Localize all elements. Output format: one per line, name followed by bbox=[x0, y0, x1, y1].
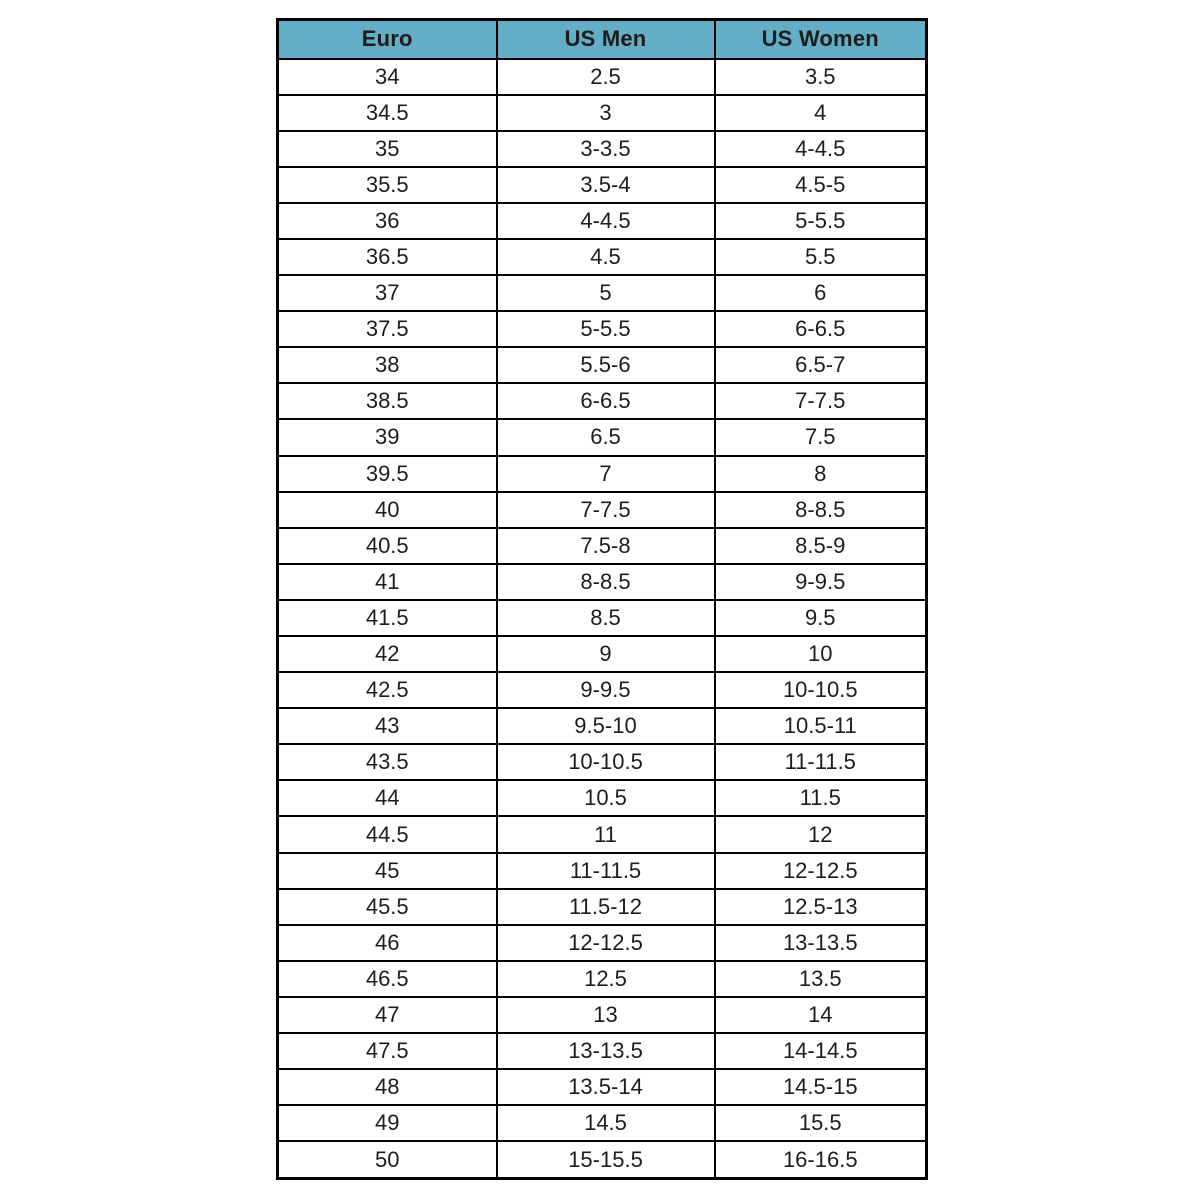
table-cell: 13.5 bbox=[715, 961, 927, 997]
table-cell: 42.5 bbox=[278, 672, 497, 708]
table-cell: 13.5-14 bbox=[497, 1069, 715, 1105]
table-cell: 8.5 bbox=[497, 600, 715, 636]
table-cell: 44.5 bbox=[278, 816, 497, 852]
table-row bbox=[278, 1033, 927, 1069]
table-cell: 11-11.5 bbox=[497, 853, 715, 889]
table-cell: 12-12.5 bbox=[497, 925, 715, 961]
table-row bbox=[278, 889, 927, 925]
table-cell: 10-10.5 bbox=[715, 672, 927, 708]
table-cell: 48 bbox=[278, 1069, 497, 1105]
table-cell: 47 bbox=[278, 997, 497, 1033]
table-cell: 4.5 bbox=[497, 239, 715, 275]
table-cell: 14-14.5 bbox=[715, 1033, 927, 1069]
table-cell: 3-3.5 bbox=[497, 131, 715, 167]
table-cell: 14 bbox=[715, 997, 927, 1033]
size-chart-container bbox=[276, 18, 928, 1180]
table-cell: 34 bbox=[278, 59, 497, 95]
table-cell: 11.5-12 bbox=[497, 889, 715, 925]
table-row bbox=[278, 528, 927, 564]
table-cell: 13 bbox=[497, 997, 715, 1033]
table-cell: 3.5-4 bbox=[497, 167, 715, 203]
table-cell: 14.5-15 bbox=[715, 1069, 927, 1105]
table-cell: 13-13.5 bbox=[497, 1033, 715, 1069]
table-row bbox=[278, 564, 927, 600]
table-cell: 7-7.5 bbox=[497, 492, 715, 528]
table-cell: 15-15.5 bbox=[497, 1141, 715, 1178]
header-row bbox=[278, 20, 927, 59]
table-cell: 41.5 bbox=[278, 600, 497, 636]
table-cell: 4 bbox=[715, 95, 927, 131]
table-cell: 5 bbox=[497, 275, 715, 311]
table-row bbox=[278, 997, 927, 1033]
table-cell: 47.5 bbox=[278, 1033, 497, 1069]
table-cell: 9-9.5 bbox=[715, 564, 927, 600]
table-cell: 35 bbox=[278, 131, 497, 167]
table-cell: 3 bbox=[497, 95, 715, 131]
table-cell: 11 bbox=[497, 816, 715, 852]
table-cell: 7.5 bbox=[715, 419, 927, 455]
table-cell: 36.5 bbox=[278, 239, 497, 275]
table-cell: 9 bbox=[497, 636, 715, 672]
table-cell: 13-13.5 bbox=[715, 925, 927, 961]
table-row bbox=[278, 59, 927, 95]
table-cell: 5-5.5 bbox=[497, 311, 715, 347]
table-cell: 12.5 bbox=[497, 961, 715, 997]
table-cell: 7.5-8 bbox=[497, 528, 715, 564]
table-cell: 11.5 bbox=[715, 780, 927, 816]
table-cell: 2.5 bbox=[497, 59, 715, 95]
table-cell: 40.5 bbox=[278, 528, 497, 564]
table-cell: 36 bbox=[278, 203, 497, 239]
table-cell: 8 bbox=[715, 456, 927, 492]
table-cell: 38 bbox=[278, 347, 497, 383]
table-row bbox=[278, 131, 927, 167]
table-row bbox=[278, 1069, 927, 1105]
table-cell: 7-7.5 bbox=[715, 383, 927, 419]
table-cell: 11-11.5 bbox=[715, 744, 927, 780]
table-row bbox=[278, 853, 927, 889]
table-cell: 6.5 bbox=[497, 419, 715, 455]
table-cell: 5.5-6 bbox=[497, 347, 715, 383]
table-cell: 38.5 bbox=[278, 383, 497, 419]
table-cell: 6.5-7 bbox=[715, 347, 927, 383]
table-body bbox=[278, 59, 927, 1179]
table-cell: 12.5-13 bbox=[715, 889, 927, 925]
table-cell: 6-6.5 bbox=[715, 311, 927, 347]
table-cell: 46.5 bbox=[278, 961, 497, 997]
table-cell: 6-6.5 bbox=[497, 383, 715, 419]
table-cell: 3.5 bbox=[715, 59, 927, 95]
table-cell: 43.5 bbox=[278, 744, 497, 780]
table-cell: 45.5 bbox=[278, 889, 497, 925]
table-cell: 9.5 bbox=[715, 600, 927, 636]
table-cell: 14.5 bbox=[497, 1105, 715, 1141]
table-cell: 39.5 bbox=[278, 456, 497, 492]
table-row bbox=[278, 1141, 927, 1178]
table-cell: 34.5 bbox=[278, 95, 497, 131]
table-cell: 8-8.5 bbox=[715, 492, 927, 528]
table-row bbox=[278, 383, 927, 419]
table-cell: 45 bbox=[278, 853, 497, 889]
table-cell: 10-10.5 bbox=[497, 744, 715, 780]
table-cell: 4.5-5 bbox=[715, 167, 927, 203]
table-cell: 15.5 bbox=[715, 1105, 927, 1141]
table-row bbox=[278, 239, 927, 275]
table-row bbox=[278, 600, 927, 636]
table-cell: 8-8.5 bbox=[497, 564, 715, 600]
table-cell: 40 bbox=[278, 492, 497, 528]
table-cell: 49 bbox=[278, 1105, 497, 1141]
table-cell: 41 bbox=[278, 564, 497, 600]
table-row bbox=[278, 672, 927, 708]
table-row bbox=[278, 925, 927, 961]
table-row bbox=[278, 961, 927, 997]
table-row bbox=[278, 1105, 927, 1141]
shoe-size-conversion-table bbox=[276, 18, 928, 1180]
table-cell: 10 bbox=[715, 636, 927, 672]
table-cell: 5.5 bbox=[715, 239, 927, 275]
table-cell: 12 bbox=[715, 816, 927, 852]
table-row bbox=[278, 419, 927, 455]
column-header-us-men: US Men bbox=[497, 20, 715, 59]
table-row bbox=[278, 456, 927, 492]
table-cell: 9-9.5 bbox=[497, 672, 715, 708]
table-cell: 35.5 bbox=[278, 167, 497, 203]
table-cell: 44 bbox=[278, 780, 497, 816]
table-cell: 39 bbox=[278, 419, 497, 455]
table-cell: 7 bbox=[497, 456, 715, 492]
table-cell: 43 bbox=[278, 708, 497, 744]
table-row bbox=[278, 203, 927, 239]
table-cell: 37 bbox=[278, 275, 497, 311]
table-row bbox=[278, 275, 927, 311]
table-row bbox=[278, 636, 927, 672]
table-row bbox=[278, 780, 927, 816]
table-cell: 46 bbox=[278, 925, 497, 961]
table-cell: 10.5-11 bbox=[715, 708, 927, 744]
table-row bbox=[278, 492, 927, 528]
table-row bbox=[278, 167, 927, 203]
table-row bbox=[278, 347, 927, 383]
table-row bbox=[278, 311, 927, 347]
table-cell: 4-4.5 bbox=[715, 131, 927, 167]
table-row bbox=[278, 95, 927, 131]
table-cell: 10.5 bbox=[497, 780, 715, 816]
table-cell: 9.5-10 bbox=[497, 708, 715, 744]
table-cell: 37.5 bbox=[278, 311, 497, 347]
table-cell: 8.5-9 bbox=[715, 528, 927, 564]
table-cell: 5-5.5 bbox=[715, 203, 927, 239]
table-cell: 4-4.5 bbox=[497, 203, 715, 239]
table-cell: 50 bbox=[278, 1141, 497, 1178]
table-cell: 42 bbox=[278, 636, 497, 672]
table-cell: 6 bbox=[715, 275, 927, 311]
table-cell: 12-12.5 bbox=[715, 853, 927, 889]
table-cell: 16-16.5 bbox=[715, 1141, 927, 1178]
table-row bbox=[278, 744, 927, 780]
table-row bbox=[278, 708, 927, 744]
column-header-us-women: US Women bbox=[715, 20, 927, 59]
table-row bbox=[278, 816, 927, 852]
column-header-euro: Euro bbox=[278, 20, 497, 59]
